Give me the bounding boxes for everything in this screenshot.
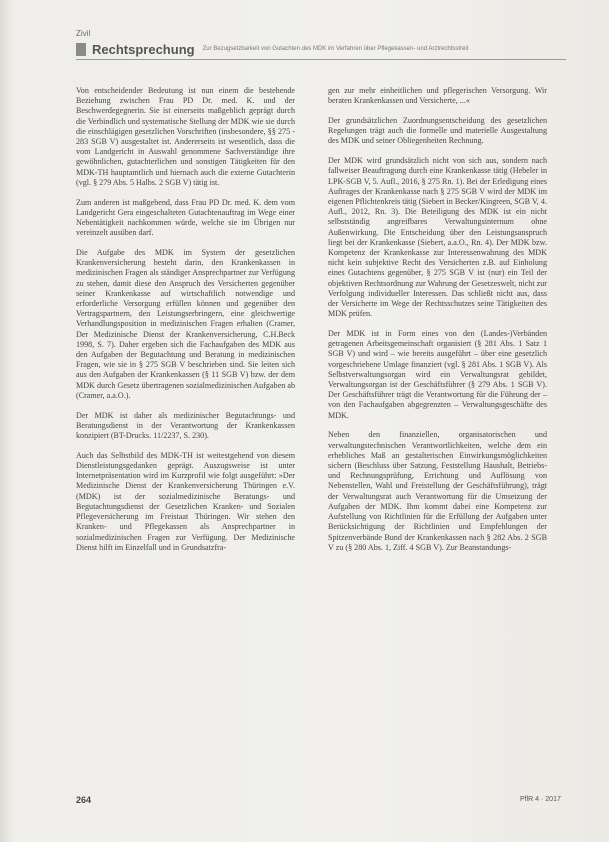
paragraph: Der MDK ist daher als medizinischer Begutachtungs- und Beratungsdienst in der Verantwortung der Krankenkassen konzipiert (BT-Drucks. 11/2237, S. 230). [76,410,295,441]
paragraph: Der grundsätzlichen Zuordnungsentscheidung des gesetzlichen Regelungen trägt auch die formelle und materielle Ausgestaltung des MDK und seiner Obliegenheiten Rechnung. [328,116,547,146]
paragraph: gen zur mehr einheitlichen und pflegerischen Versorgung. Wir beraten Krankenkassen und Versicherte, ...« [328,86,547,106]
paragraph: Der MDK wird grundsätzlich nicht von sich aus, sondern nach fallweiser Beauftragung durch eine Krankenkasse tätig (Hebeler in LPK-SGB V, 5. Aufl., 2016, § 275 Rn. 1). Bei der Erledigung eines Auftrages der Krankenkasse nach § 275 SGB V wird der MDK im eigenen Pflichtenkreis tätig (Siebert in Becker/Kingreen, SGB V, 4. Aufl., 2012, Rn. 3). Die Beteiligung des MDK ist ein nicht selbstständig angreifbares Verwaltungsinternum ohne Außenwirkung. Die Entscheidung über den Leistungsanspruch liegt bei der Krankenkasse (Siebert, a.a.O., Rn. 4). Der MDK bzw. Kompetenz der Krankenkasse zur Interessenwahrung des MDK nicht kein subjektive Recht des Versicherten z.B. auf Einholung eines Gutachtens gegenüber, § 275 SGB V ist (nur) ein Teil der objektiven Rechtsordnung zur Wahrung der Gesetzeswelt, nicht zur Verfolgung individueller Interessen. Das schließt nicht aus, dass der Versicherte im Wege der Rechtsschutzes seine Tätigkeiten des MDK prüfen. [328,156,547,319]
page-number: 264 [76,795,92,805]
header-divider [76,59,566,60]
paragraph: Die Aufgabe des MDK im System der gesetzlichen Krankenversicherung besteht darin, den Krankenkassen in medizinischen Fragen als ständiger Ansprechpartner zur Verfügung zu stehen, damit diese den Anspruch des Versicherten gegenüber seiner Krankenkasse auf wirtschaftlich notwendige und erforderliche Versorgung erfüllen können und gegenüber den Vertragspartnern, den Leistungserbringern, eine gleichwertige Verhandlungsposition in medizinischen Fragen erhalten (Cramer, Der Medizinische Dienst der Krankenversicherung, C.H.Beck 1998, S. 7). Daher ergeben sich die Fachaufgaben des MDK aus den Aufgaben der Begutachtung und Beratung in medizinischen Fragen, wie sie in § 275 SGB V beschrieben sind. Sie leiten sich aus den Aufgaben der Krankenkassen (§ 11 SGB V) bzw. der dem MDK durch Gesetz übertragenen sozialmedizinischen Aufgaben ab (Cramer, a.a.O.). [76,248,295,400]
header-title: Rechtsprechung [92,41,195,57]
page-header [76,41,566,57]
right-column [328,86,547,563]
paragraph: Von entscheidender Bedeutung ist nun einem die bestehende Beziehung zwischen Frau PD Dr. med. K. und der Beschwerdegegnerin. Sie ist einerseits maßgeblich geprägt durch die Verbindlich und systematische Stellung der MDK wie sie durch die einschlägigen gesetzlichen Vorschriften (insbesondere, §§ 275 - 283 SGB V) ausgestaltet ist. Andererseits ist wesentlich, dass die vom Landgericht in Auswahl genommene Sachverständige ihre gewöhnlichen, gutachterlichen und sonstigen Tätigkeiten für den MDK-TH hauptamtlich und hiernach auch die externe Gutachterin (vgl. § 279 Abs. 5 Halbs. 2 SGB V) tätig ist. [76,86,295,187]
header-subtitle: Zur Bezugsetzbarkeit von Gutachten des MDK im Verfahren über Pflegekassen- und Arztrechtsstreit [202,46,469,52]
paragraph: Zum anderen ist maßgebend, dass Frau PD Dr. med. K. dem vom Landgericht Gera eingeschalteten Gutachtenauftrag im Wege einer Nebentätigkeit nachkommen würde, welche sie im Übrigen nur vereinzelt ausüben darf. [76,197,295,238]
section-tag: Zivil [76,29,91,38]
paragraph: Der MDK ist in Form eines von den (Landes-)Verbänden getragenen Arbeitsgemeinschaft organisiert (§ 281 Abs. 1 Satz 1 SGB V) und wird – wie bereits ausgeführt – über eine gesetzlich vorgeschriebene Umlage finanziert (vgl. § 281 Abs. 1 SGB V). Als Selbstverwaltungsorgan wird ein Verwaltungsrat gebildet, Verwaltungsorgan ist der Geschäftsführer (§ 279 Abs. 1 SGB V). Der Geschäftsführer trägt die Verantwortung für die Führung der – von den Fachaufgaben abgegrenzten – Verwaltungsgeschäfte des MDK. [328,329,547,420]
journal-reference: PflR 4 · 2017 [520,796,561,803]
paragraph: Auch das Selbstbild des MDK-TH ist weitestgehend von diesem Dienstleistungsgedanken geprägt. Auszugsweise ist unter Internetpräsentation wird im Kurzprofil wie folgt ausgeführt: »Der Medizinische Dienst der Krankenversicherung Thüringen e.V. (MDK) ist der sozialmedizinische Beratungs- und Begutachtungsdienst der Gesetzlichen Kranken- und Sozialen Pflegeversicherung im Freistaat Thüringen. Wir stehen den Kranken- und Pflegekassen als Ansprechpartner in sozialmedizinischen Fragen zur Verfügung. Der Medizinische Dienst hilft im Einzelfall und in Grundsatzfra- [76,450,295,552]
header-marker [76,43,86,56]
paragraph: Neben den finanziellen, organisatorischen und verwaltungstechnischen Verantwortlichkeiten, welche dem ein erhebliches Maß an gestalterischen Einwirkungsmöglichkeiten sichern (Beschluss über Satzung, Feststellung Haushalt, Betriebs- und Rechnungsprüfung, Errichtung und Auflösung von Nebenstellen, Wahl und Freistellung der Geschäftsführung), trägt der Verwaltungsrat auch Verantwortung für die Umsetzung der Aufgaben der MDK. Ihm kommt dabei eine Kompetenz zur Aufstellung von Richtlinien für die Erfüllung der Aufgaben unter Berücksichtigung der Richtlinien und Empfehlungen der Spitzenverbände Bund der Krankenkassen nach § 282 Abs. 2 SGB V zu (§ 280 Abs. 1, Ziff. 4 SGB V). Zur Beanstandungs- [328,430,547,552]
left-column [76,86,295,563]
